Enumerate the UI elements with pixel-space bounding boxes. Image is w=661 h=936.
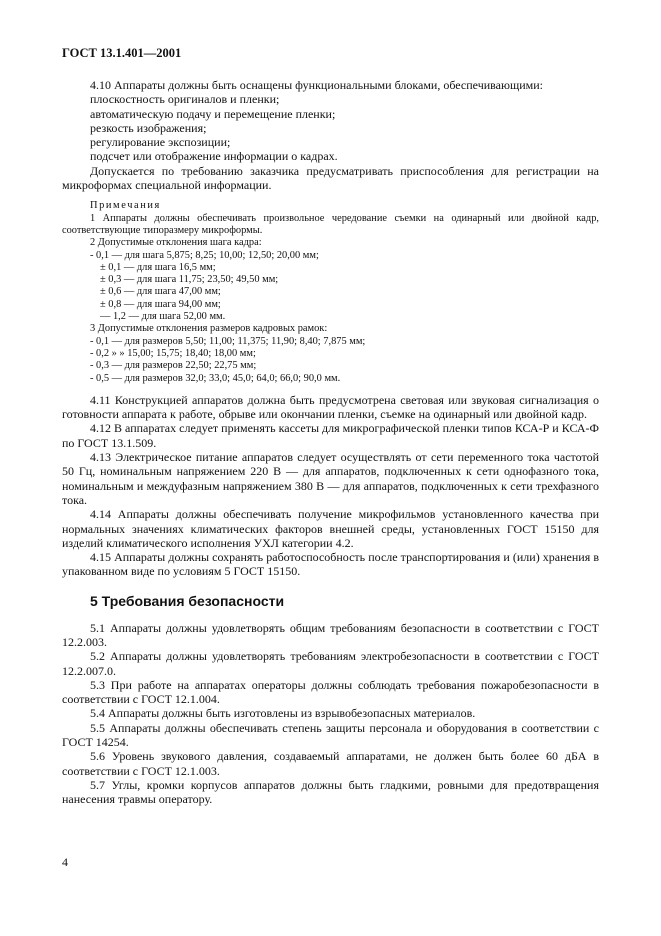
paragraph-4-10: 4.10 Аппараты должны быть оснащены функциональными блоками, обеспечивающими: (90, 78, 543, 92)
spacer (90, 385, 599, 393)
paragraph-5-1: 5.1 Аппараты должны удовлетворять общим требованиям безопасности в соответствии с ГОСТ 12.2.003. (62, 620, 599, 649)
note-3-line: - 0,5 — для размеров 32,0; 33,0; 45,0; 64,0; 66,0; 90,0 мм. (90, 372, 341, 384)
paragraph-4-13: 4.13 Электрическое питание аппаратов следует осуществлять от сети переменного тока частотой 50 Гц, номинальным напряжением 220 В — для аппаратов, подключенных к сети однофазного тока, номинальным и междуфазным напряжением 380 В — для аппаратов, подключенных к сети трехфазного тока. (62, 450, 599, 507)
note-2-line: ± 0,6 — для шага 47,00 мм; (100, 286, 221, 298)
paragraph-4-14: 4.14 Аппараты должны обеспечивать получение микрофильмов установленного качества при нормальных значениях климатических факторов внешней среды, установленных ГОСТ 15150 для изделий климатического исполнения УХЛ категории 4.2. (62, 507, 599, 550)
paragraph-4-12: 4.12 В аппаратах следует применять кассеты для микрографической пленки типов КСА-Р и КСА-Ф по ГОСТ 13.1.509. (62, 421, 599, 450)
note-2-line: ± 0,1 — для шага 16,5 мм; (100, 261, 216, 273)
note-2-title: 2 Допустимые отклонения шага кадра: (90, 237, 262, 249)
paragraph-5-4: 5.4 Аппараты должны быть изготовлены из взрывобезопасных материалов. (90, 706, 476, 721)
note-3-line: - 0,3 — для размеров 22,50; 22,75 мм; (90, 360, 257, 372)
paragraph-5-7: 5.7 Углы, кромки корпусов аппаратов должны быть гладкими, ровными для предотвращения нанесения травмы оператору. (62, 777, 599, 807)
note-2-line: - 0,1 — для шага 5,875; 8,25; 10,00; 12,50; 20,00 мм; (90, 249, 319, 261)
list-item: резкость изображения; (90, 120, 207, 135)
document-header: ГОСТ 13.1.401—2001 (62, 46, 182, 60)
paragraph-5-6: 5.6 Уровень звукового давления, создаваемый аппаратами, не должен быть более 60 дБА в соответствии с ГОСТ 12.1.003. (62, 749, 599, 778)
list-item: подсчет или отображение информации о кадрах. (90, 149, 338, 164)
notes-title: Примечания (90, 200, 161, 212)
note-2-line: ± 0,8 — для шага 94,00 мм; (100, 298, 221, 310)
notes-block (62, 200, 599, 384)
list-item: автоматическую подачу и перемещение пленки; (90, 106, 336, 121)
document-body (62, 78, 599, 807)
note-3-title: 3 Допустимые отклонения размеров кадровых рамок: (90, 323, 328, 335)
paragraph-4-15: 4.15 Аппараты должны сохранять работоспособность после транспортирования и (или) хранения в упакованном виде по условиям 5 ГОСТ 15150. (62, 550, 599, 579)
paragraph-4-11: 4.11 Конструкцией аппаратов должна быть предусмотрена световая или звуковая сигнализация о готовности аппарата к работе, обрыве или окончании пленки, съемке на одинарный или двойной кадр. (62, 392, 599, 422)
note-1: 1 Аппараты должны обеспечивать произвольное чередование съемки на одинарный или двойной кадр, соответствующие типоразмеру микроформы. (62, 212, 599, 236)
note-3-line: - 0,1 — для размеров 5,50; 11,00; 11,375; 11,90; 8,40; 7,875 мм; (90, 335, 366, 347)
paragraph-5-2: 5.2 Аппараты должны удовлетворять требованиям электробезопасности в соответствии с ГОСТ 12.2.007.0. (62, 649, 599, 678)
list-item: плоскостность оригиналов и пленки; (90, 92, 280, 107)
note-2-line: — 1,2 — для шага 52,00 мм. (100, 311, 226, 323)
page-number: 4 (62, 855, 68, 869)
list-item: регулирование экспозиции; (90, 135, 231, 150)
note-2-line: ± 0,3 — для шага 11,75; 23,50; 49,50 мм; (100, 274, 279, 286)
note-3-line: - 0,2 » » 15,00; 15,75; 18,40; 18,00 мм; (90, 347, 256, 359)
section-5-title: 5 Требования безопасности (90, 592, 285, 609)
paragraph-4-10-extra: Допускается по требованию заказчика предусматривать приспособления для регистрации на микроформах специальной информации. (62, 163, 599, 193)
paragraph-5-3: 5.3 При работе на аппаратах операторы должны соблюдать требования пожаробезопасности в соответствии с ГОСТ 12.1.004. (62, 677, 599, 707)
paragraph-5-5: 5.5 Аппараты должны обеспечивать степень защиты персонала и оборудования в соответствии с ГОСТ 14254. (62, 720, 599, 750)
